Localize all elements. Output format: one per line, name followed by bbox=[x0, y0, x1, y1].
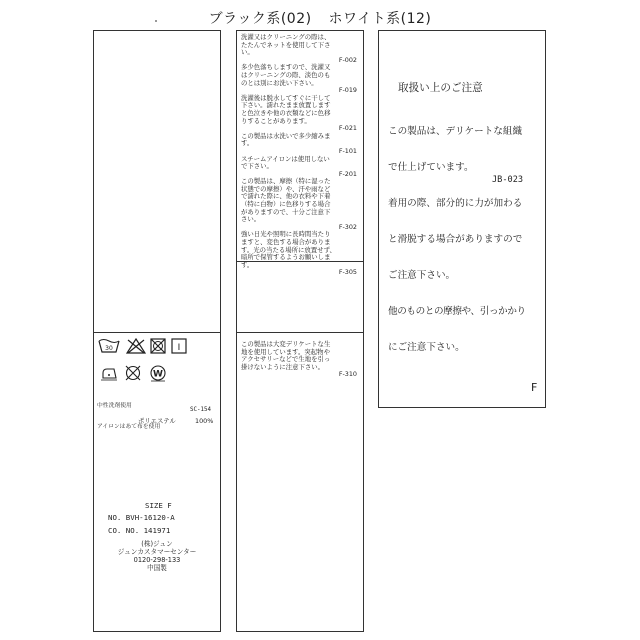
page-header bbox=[0, 8, 640, 28]
handling-caution-label bbox=[378, 30, 546, 408]
section-divider bbox=[237, 332, 363, 333]
size-label: SIZE F bbox=[145, 501, 172, 510]
customer-center: ジュンカスタマーセンター bbox=[117, 548, 197, 556]
care-block: 洗濯後は脱水してすぐに干して 下さい。濡れたまま放置します と色泣きや他の衣類などに色移 りすることがあります。 F-021 bbox=[241, 93, 357, 133]
care-label-middle bbox=[236, 30, 364, 632]
care-code: F-002 bbox=[338, 55, 357, 64]
sc-code: SC-154 bbox=[190, 407, 211, 413]
wash-30-icon bbox=[98, 338, 120, 354]
caution-code: JB-023 bbox=[492, 175, 524, 185]
care-note-detergent: 中性洗剤使用 bbox=[97, 403, 132, 409]
care-block: スチームアイロンは使用しない で下さい。 F-201 bbox=[241, 154, 357, 178]
care-code: F-101 bbox=[338, 146, 357, 155]
care-label-left bbox=[93, 30, 221, 632]
care-note-iron: アイロンはあて布を使用 bbox=[97, 424, 161, 430]
country-of-origin: 中国製 bbox=[147, 564, 167, 572]
care-block: 洗濯又はクリーニングの際は、 たたんでネットを使用して下さ い。 F-002 bbox=[241, 33, 357, 64]
header-color-white: ホワイト系(12) bbox=[328, 11, 432, 27]
care-block: この製品は水洗いで多少縮みま す。 F-101 bbox=[241, 131, 357, 155]
company-name: (株)ジュン bbox=[141, 540, 173, 548]
size-letter: F bbox=[531, 381, 538, 394]
no-tumble-dry-icon bbox=[150, 338, 166, 354]
iron-low-icon bbox=[100, 366, 118, 382]
material-name: ポリエステル bbox=[138, 417, 176, 425]
care-code: F-302 bbox=[338, 222, 357, 231]
care-code: F-201 bbox=[338, 169, 357, 178]
care-instructions bbox=[241, 34, 359, 277]
delicate-fabric-note: この製品は大変デリケートな生 地を使用しています。突起物や アクセサリーなどで生地を引っ 掛けないように注意下さい。 F-310 bbox=[241, 340, 357, 379]
co-number: CO. NO. 141971 bbox=[108, 526, 171, 535]
phone-number: 0120-298-133 bbox=[133, 556, 181, 564]
caution-title: 取扱い上のご注意 bbox=[398, 82, 483, 94]
care-code: F-019 bbox=[338, 86, 357, 95]
care-block: この製品は、摩擦（特に湿った 状態での摩擦）や、汗や雨など で濡れた際に、他の衣料や下着 （特に白物）に色移りする場合 がありますので、十分ご注意下 さい。 F-302 bbox=[241, 177, 357, 231]
care-code: F-310 bbox=[338, 370, 357, 379]
section-divider bbox=[94, 332, 220, 333]
no-bleach-icon bbox=[126, 338, 146, 354]
care-code: F-305 bbox=[338, 268, 357, 277]
material-percent: 100% bbox=[195, 417, 214, 425]
caution-body: この製品は、デリケートな組織 で仕上げています。 着用の際、部分的に力が加わる と滑脱する場合がありますので ご注意下さい。 他のものとの摩擦や、引っかかり にご注意下さい。 bbox=[388, 126, 526, 353]
wash-temp-label: 30 bbox=[105, 345, 113, 352]
care-code: F-021 bbox=[338, 124, 357, 133]
dry-symbol-label: I bbox=[177, 343, 181, 353]
no-dry-clean-icon bbox=[124, 364, 142, 382]
header-color-black: ブラック系(02) bbox=[208, 11, 312, 27]
product-number: NO. BVH-16120-A bbox=[108, 513, 175, 522]
care-block: 強い日光や照明に長時間当たり ますと、変色する場合がありま す。光の当たる場所に放置せず、 暗所で保管するようお願いしま す。 F-305 bbox=[241, 230, 357, 277]
line-dry-icon bbox=[171, 338, 187, 354]
wet-clean-icon bbox=[149, 364, 167, 382]
care-block: 多少色落ちしますので、洗濯又 はクリーニングの際、淡色のも のとは別にお洗い下さい。 F-019 bbox=[241, 63, 357, 95]
svg-text:W: W bbox=[153, 369, 163, 380]
company-info bbox=[94, 540, 220, 572]
